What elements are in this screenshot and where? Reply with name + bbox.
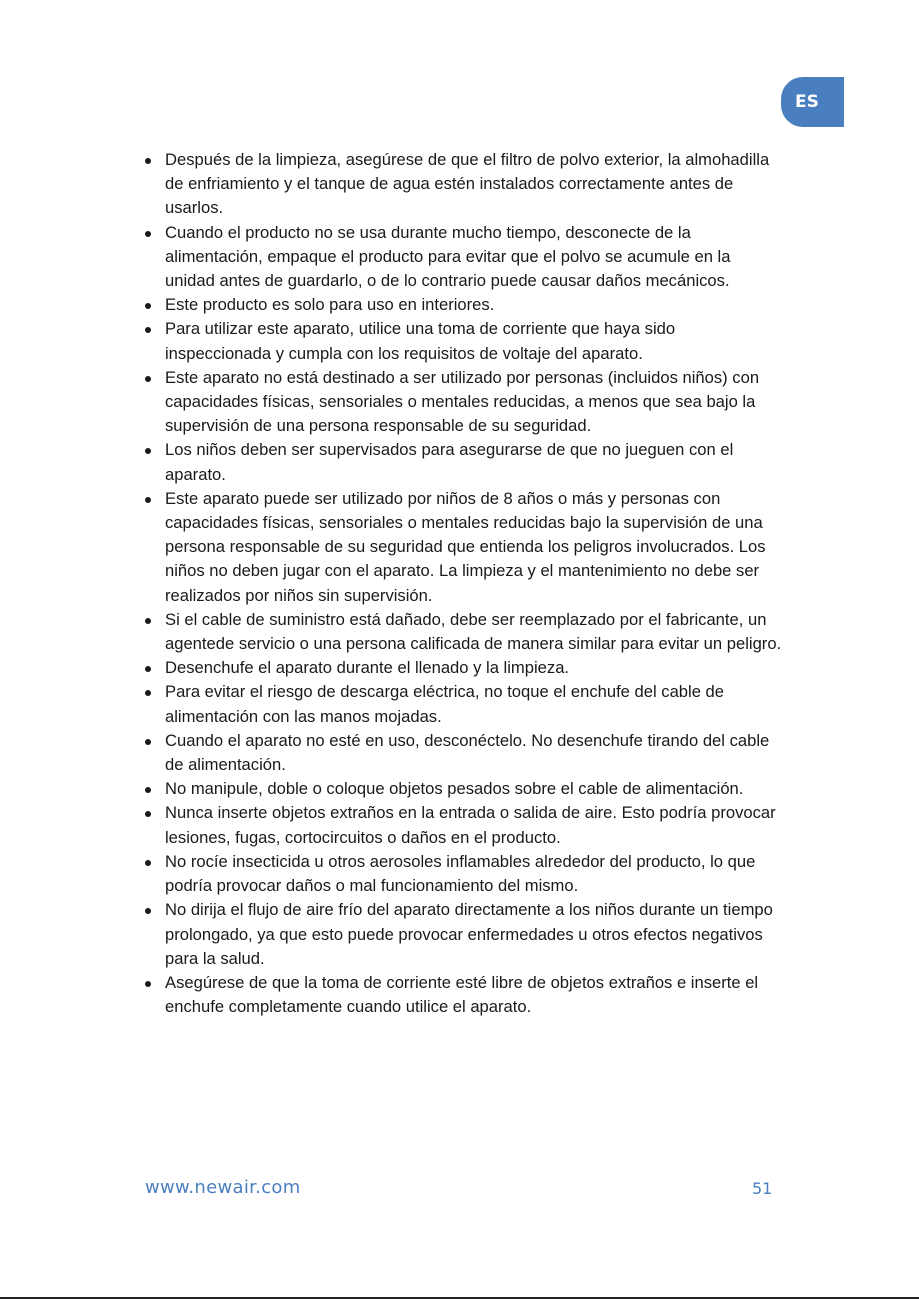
list-item-text: Este aparato no está destinado a ser utilizado por personas (incluidos niños) con capacidades físicas, sensoriales o mentales reducidas, a menos que sea bajo la supervisión de una persona responsable de su seguridad. — [165, 367, 760, 436]
bullet-icon — [145, 327, 151, 333]
list-item-text: Este aparato puede ser utilizado por niños de 8 años o más y personas con capacidades físicas, sensoriales o mentales reducidas bajo la supervisión de una persona responsable de su seguridad que entienda los peligros involucrados. Los niños no deben jugar con el aparato. La limpieza y el mantenimiento no debe ser realizados por niños sin supervisión. — [165, 488, 766, 605]
bullet-icon — [145, 618, 151, 624]
list-item — [142, 487, 782, 608]
list-item — [142, 777, 782, 801]
bullet-icon — [145, 690, 151, 696]
bullet-icon — [145, 739, 151, 745]
list-item — [142, 366, 782, 439]
list-item — [142, 850, 782, 898]
bullet-icon — [145, 376, 151, 382]
bullet-icon — [145, 787, 151, 793]
bullet-icon — [145, 231, 151, 237]
bullet-icon — [145, 908, 151, 914]
bullet-icon — [145, 811, 151, 817]
list-item-text: Si el cable de suministro está dañado, debe ser reemplazado por el fabricante, un agentede servicio o una persona calificada de manera similar para evitar un peligro. — [165, 609, 782, 654]
list-item-text: No rocíe insecticida u otros aerosoles inflamables alrededor del producto, lo que podría provocar daños o mal funcionamiento del mismo. — [165, 851, 756, 896]
list-item — [142, 971, 782, 1019]
bullet-icon — [145, 158, 151, 164]
bullet-icon — [145, 448, 151, 454]
list-item-text: Desenchufe el aparato durante el llenado y la limpieza. — [165, 658, 570, 678]
bullet-icon — [145, 666, 151, 672]
page-number: 51 — [752, 1179, 773, 1198]
list-item — [142, 438, 782, 486]
list-item — [142, 680, 782, 728]
list-item-text: No manipule, doble o coloque objetos pesados sobre el cable de alimentación. — [165, 779, 744, 799]
list-item — [142, 221, 782, 294]
list-item-text: Para evitar el riesgo de descarga eléctrica, no toque el enchufe del cable de alimentación con las manos mojadas. — [165, 682, 725, 726]
list-item — [142, 608, 782, 656]
list-item — [142, 898, 782, 971]
list-item-text: Este producto es solo para uso en interiores. — [165, 295, 495, 315]
list-item-text: Cuando el aparato no esté en uso, desconéctelo. No desenchufe tirando del cable de alimentación. — [165, 730, 770, 775]
list-item — [142, 293, 782, 317]
bullet-icon — [145, 981, 151, 987]
list-item-text: Después de la limpieza, asegúrese de que el filtro de polvo exterior, la almohadilla de enfriamiento y el tanque de agua estén instalados correctamente antes de usarlos. — [165, 150, 770, 218]
safety-instructions-list — [142, 148, 782, 1019]
list-item-text: Para utilizar este aparato, utilice una toma de corriente que haya sido inspeccionada y cumpla con los requisitos de voltaje del aparato. — [165, 319, 676, 363]
list-item — [142, 801, 782, 849]
list-item-text: Los niños deben ser supervisados para asegurarse de que no jueguen con el aparato. — [165, 440, 734, 484]
list-item-text: Nunca inserte objetos extraños en la entrada o salida de aire. Esto podría provocar lesiones, fugas, cortocircuitos o daños en el producto. — [165, 803, 776, 847]
list-item — [142, 317, 782, 365]
list-item-text: No dirija el flujo de aire frío del aparato directamente a los niños durante un tiempo prolongado, ya que esto puede provocar enfermedades u otros efectos negativos para la salud. — [165, 900, 773, 968]
website-link[interactable]: www.newair.com — [145, 1177, 301, 1198]
bullet-icon — [145, 860, 151, 866]
language-tab: ES — [781, 77, 844, 127]
bullet-icon — [145, 497, 151, 503]
list-item — [142, 148, 782, 221]
list-item-text: Cuando el producto no se usa durante mucho tiempo, desconecte de la alimentación, empaque el producto para evitar que el polvo se acumule en la unidad antes de guardarlo, o de lo contrario puede causar daños mecánicos. — [165, 222, 731, 291]
list-item-text: Asegúrese de que la toma de corriente esté libre de objetos extraños e inserte el enchufe completamente cuando utilice el aparato. — [165, 972, 759, 1017]
list-item — [142, 656, 782, 680]
list-item — [142, 729, 782, 777]
bullet-icon — [145, 303, 151, 309]
